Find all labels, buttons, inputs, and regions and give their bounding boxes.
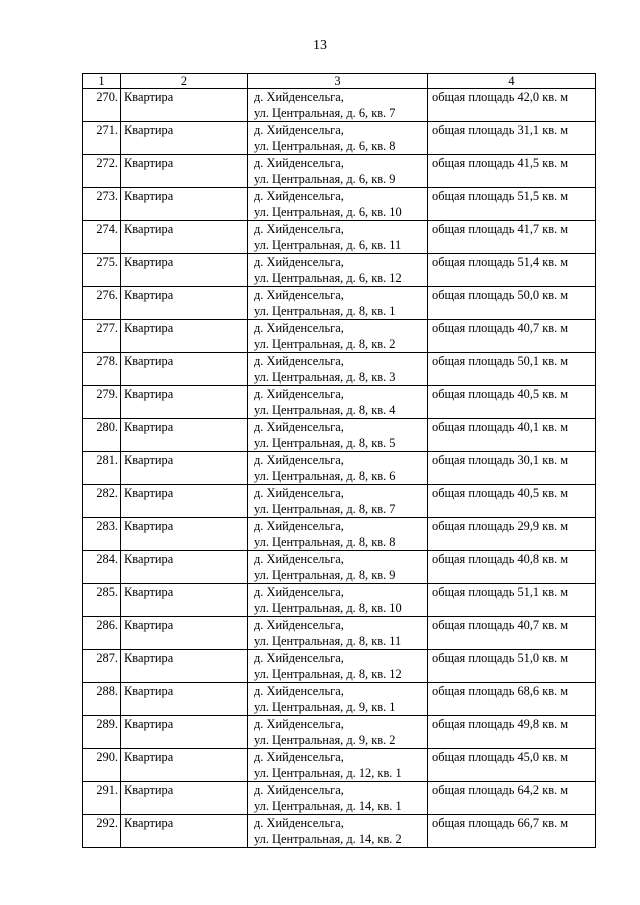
row-number: 271. [83, 122, 121, 155]
area-cell: общая площадь 51,4 кв. м [428, 254, 596, 287]
header-row [83, 74, 596, 89]
object-type: Квартира [121, 221, 248, 254]
address-street: ул. Центральная, д. 14, кв. 1 [254, 799, 402, 813]
column-header-4: 4 [428, 74, 596, 89]
area-cell: общая площадь 50,1 кв. м [428, 353, 596, 386]
column-header-2: 2 [121, 74, 248, 89]
address-cell [248, 287, 428, 320]
row-number: 285. [83, 584, 121, 617]
address-cell [248, 452, 428, 485]
object-type: Квартира [121, 419, 248, 452]
row-number: 274. [83, 221, 121, 254]
object-type: Квартира [121, 551, 248, 584]
area-cell: общая площадь 42,0 кв. м [428, 89, 596, 122]
row-number: 279. [83, 386, 121, 419]
object-type: Квартира [121, 617, 248, 650]
object-type: Квартира [121, 155, 248, 188]
table-body [83, 74, 596, 848]
address-cell [248, 89, 428, 122]
address-cell [248, 518, 428, 551]
object-type: Квартира [121, 353, 248, 386]
address-cell [248, 650, 428, 683]
address-street: ул. Центральная, д. 6, кв. 12 [254, 271, 402, 285]
row-number: 283. [83, 518, 121, 551]
row-number: 291. [83, 782, 121, 815]
address-street: ул. Центральная, д. 8, кв. 8 [254, 535, 396, 549]
table-row [83, 287, 596, 320]
object-type: Квартира [121, 485, 248, 518]
area-cell: общая площадь 49,8 кв. м [428, 716, 596, 749]
address-street: ул. Центральная, д. 8, кв. 6 [254, 469, 396, 483]
row-number: 276. [83, 287, 121, 320]
row-number: 288. [83, 683, 121, 716]
row-number: 281. [83, 452, 121, 485]
address-cell [248, 155, 428, 188]
address-street: ул. Центральная, д. 8, кв. 1 [254, 304, 396, 318]
address-cell [248, 188, 428, 221]
area-cell: общая площадь 40,5 кв. м [428, 386, 596, 419]
area-cell: общая площадь 45,0 кв. м [428, 749, 596, 782]
table-row [83, 551, 596, 584]
object-type: Квартира [121, 89, 248, 122]
row-number: 278. [83, 353, 121, 386]
address-locality: д. Хийденсельга, [254, 519, 344, 533]
address-locality: д. Хийденсельга, [254, 585, 344, 599]
address-locality: д. Хийденсельга, [254, 783, 344, 797]
address-street: ул. Центральная, д. 8, кв. 5 [254, 436, 396, 450]
address-locality: д. Хийденсельга, [254, 420, 344, 434]
address-street: ул. Центральная, д. 8, кв. 2 [254, 337, 396, 351]
address-cell [248, 551, 428, 584]
area-cell: общая площадь 51,5 кв. м [428, 188, 596, 221]
area-cell: общая площадь 30,1 кв. м [428, 452, 596, 485]
area-cell: общая площадь 66,7 кв. м [428, 815, 596, 848]
address-street: ул. Центральная, д. 6, кв. 9 [254, 172, 396, 186]
object-type: Квартира [121, 122, 248, 155]
table-row [83, 89, 596, 122]
address-locality: д. Хийденсельга, [254, 618, 344, 632]
object-type: Квартира [121, 254, 248, 287]
table-row [83, 419, 596, 452]
address-cell [248, 749, 428, 782]
address-locality: д. Хийденсельга, [254, 321, 344, 335]
address-locality: д. Хийденсельга, [254, 156, 344, 170]
row-number: 282. [83, 485, 121, 518]
row-number: 286. [83, 617, 121, 650]
object-type: Квартира [121, 749, 248, 782]
area-cell: общая площадь 31,1 кв. м [428, 122, 596, 155]
address-street: ул. Центральная, д. 6, кв. 11 [254, 238, 402, 252]
address-locality: д. Хийденсельга, [254, 453, 344, 467]
address-cell [248, 320, 428, 353]
address-cell [248, 485, 428, 518]
table-row [83, 254, 596, 287]
address-locality: д. Хийденсельга, [254, 387, 344, 401]
area-cell: общая площадь 40,7 кв. м [428, 320, 596, 353]
address-street: ул. Центральная, д. 9, кв. 2 [254, 733, 396, 747]
address-locality: д. Хийденсельга, [254, 717, 344, 731]
address-cell [248, 584, 428, 617]
object-type: Квартира [121, 782, 248, 815]
address-street: ул. Центральная, д. 9, кв. 1 [254, 700, 396, 714]
area-cell: общая площадь 64,2 кв. м [428, 782, 596, 815]
table-row [83, 584, 596, 617]
table-row [83, 749, 596, 782]
address-cell [248, 353, 428, 386]
area-cell: общая площадь 40,7 кв. м [428, 617, 596, 650]
object-type: Квартира [121, 683, 248, 716]
address-locality: д. Хийденсельга, [254, 684, 344, 698]
table-row [83, 452, 596, 485]
address-locality: д. Хийденсельга, [254, 90, 344, 104]
address-cell [248, 683, 428, 716]
address-street: ул. Центральная, д. 12, кв. 1 [254, 766, 402, 780]
area-cell: общая площадь 51,0 кв. м [428, 650, 596, 683]
object-type: Квартира [121, 188, 248, 221]
address-locality: д. Хийденсельга, [254, 123, 344, 137]
row-number: 277. [83, 320, 121, 353]
column-header-3: 3 [248, 74, 428, 89]
address-street: ул. Центральная, д. 8, кв. 3 [254, 370, 396, 384]
area-cell: общая площадь 51,1 кв. м [428, 584, 596, 617]
object-type: Квартира [121, 518, 248, 551]
row-number: 287. [83, 650, 121, 683]
object-type: Квартира [121, 815, 248, 848]
address-cell [248, 419, 428, 452]
table-row [83, 320, 596, 353]
row-number: 292. [83, 815, 121, 848]
address-locality: д. Хийденсельга, [254, 486, 344, 500]
object-type: Квартира [121, 650, 248, 683]
area-cell: общая площадь 41,7 кв. м [428, 221, 596, 254]
area-cell: общая площадь 40,5 кв. м [428, 485, 596, 518]
area-cell: общая площадь 68,6 кв. м [428, 683, 596, 716]
address-street: ул. Центральная, д. 6, кв. 10 [254, 205, 402, 219]
property-table [82, 73, 596, 848]
table-row [83, 221, 596, 254]
address-locality: д. Хийденсельга, [254, 552, 344, 566]
address-locality: д. Хийденсельга, [254, 816, 344, 830]
address-cell [248, 254, 428, 287]
address-street: ул. Центральная, д. 8, кв. 10 [254, 601, 402, 615]
object-type: Квартира [121, 320, 248, 353]
row-number: 275. [83, 254, 121, 287]
row-number: 284. [83, 551, 121, 584]
address-street: ул. Центральная, д. 6, кв. 7 [254, 106, 396, 120]
table-row [83, 518, 596, 551]
object-type: Квартира [121, 287, 248, 320]
address-street: ул. Центральная, д. 8, кв. 7 [254, 502, 396, 516]
area-cell: общая площадь 40,8 кв. м [428, 551, 596, 584]
address-street: ул. Центральная, д. 8, кв. 11 [254, 634, 402, 648]
address-cell [248, 386, 428, 419]
area-cell: общая площадь 50,0 кв. м [428, 287, 596, 320]
area-cell: общая площадь 40,1 кв. м [428, 419, 596, 452]
object-type: Квартира [121, 716, 248, 749]
table-row [83, 122, 596, 155]
row-number: 273. [83, 188, 121, 221]
column-header-1: 1 [83, 74, 121, 89]
area-cell: общая площадь 41,5 кв. м [428, 155, 596, 188]
address-locality: д. Хийденсельга, [254, 189, 344, 203]
table-row [83, 155, 596, 188]
table-row [83, 617, 596, 650]
table-row [83, 815, 596, 848]
address-cell [248, 617, 428, 650]
object-type: Квартира [121, 584, 248, 617]
address-cell [248, 122, 428, 155]
object-type: Квартира [121, 386, 248, 419]
address-locality: д. Хийденсельга, [254, 255, 344, 269]
address-locality: д. Хийденсельга, [254, 222, 344, 236]
address-street: ул. Центральная, д. 8, кв. 12 [254, 667, 402, 681]
row-number: 289. [83, 716, 121, 749]
page-number: 13 [313, 38, 327, 53]
address-locality: д. Хийденсельга, [254, 651, 344, 665]
address-locality: д. Хийденсельга, [254, 288, 344, 302]
row-number: 270. [83, 89, 121, 122]
area-cell: общая площадь 29,9 кв. м [428, 518, 596, 551]
address-cell [248, 782, 428, 815]
table-row [83, 650, 596, 683]
address-street: ул. Центральная, д. 14, кв. 2 [254, 832, 402, 846]
address-locality: д. Хийденсельга, [254, 750, 344, 764]
address-cell [248, 221, 428, 254]
address-locality: д. Хийденсельга, [254, 354, 344, 368]
table-row [83, 716, 596, 749]
row-number: 290. [83, 749, 121, 782]
address-street: ул. Центральная, д. 8, кв. 4 [254, 403, 396, 417]
address-street: ул. Центральная, д. 6, кв. 8 [254, 139, 396, 153]
object-type: Квартира [121, 452, 248, 485]
address-street: ул. Центральная, д. 8, кв. 9 [254, 568, 396, 582]
table-row [83, 485, 596, 518]
table-row [83, 353, 596, 386]
table-row [83, 683, 596, 716]
table-row [83, 188, 596, 221]
row-number: 272. [83, 155, 121, 188]
address-cell [248, 716, 428, 749]
table-row [83, 782, 596, 815]
table-row [83, 386, 596, 419]
address-cell [248, 815, 428, 848]
row-number: 280. [83, 419, 121, 452]
